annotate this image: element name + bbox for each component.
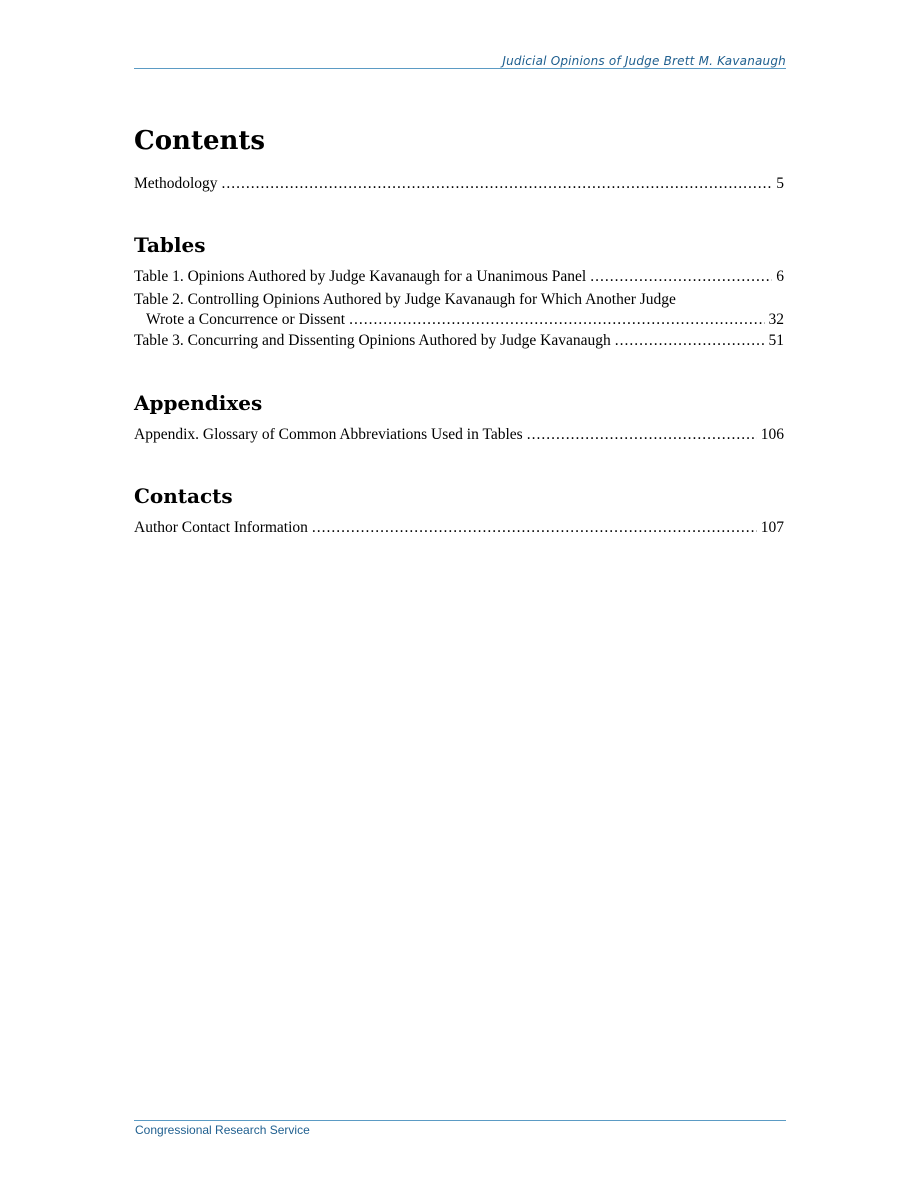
toc-page-number: 5 [776, 175, 784, 192]
toc-page-number: 6 [776, 268, 784, 285]
toc-entry-appendix[interactable] [134, 425, 784, 445]
appendixes-heading: Appendixes [134, 391, 263, 415]
toc-entry-label-line1: Table 2. Controlling Opinions Authored by Judge Kavanaugh for Which Another Judge [134, 291, 676, 308]
toc-entry-label: Author Contact Information [134, 519, 308, 536]
toc-entry-label: Table 1. Opinions Authored by Judge Kavanaugh for a Unanimous Panel [134, 268, 587, 285]
dot-leader [349, 310, 764, 330]
dot-leader [527, 425, 757, 445]
toc-entry-label: Methodology [134, 175, 218, 192]
toc-entry-author-contact[interactable] [134, 518, 784, 538]
contents-title: Contents [134, 126, 266, 156]
toc-entry-table-3[interactable] [134, 331, 784, 351]
toc-entry-label: Table 3. Concurring and Dissenting Opinions Authored by Judge Kavanaugh [134, 332, 611, 349]
toc-entry-table-1[interactable] [134, 267, 784, 287]
toc-page-number: 32 [768, 311, 784, 328]
toc-entry-label: Appendix. Glossary of Common Abbreviations Used in Tables [134, 426, 523, 443]
toc-page-number: 51 [768, 332, 784, 349]
footer-rule [134, 1120, 786, 1121]
running-header: Judicial Opinions of Judge Brett M. Kavanaugh [502, 54, 786, 68]
toc-entry-methodology[interactable] [134, 174, 784, 194]
footer-text: Congressional Research Service [135, 1123, 310, 1137]
contacts-heading: Contacts [134, 484, 233, 508]
toc-page-number: 107 [760, 519, 784, 536]
dot-leader [312, 518, 757, 538]
toc-entry-label-line2: Wrote a Concurrence or Dissent [146, 311, 346, 328]
dot-leader [590, 267, 772, 287]
toc-page-number: 106 [760, 426, 784, 443]
dot-leader [615, 331, 765, 351]
dot-leader [222, 174, 773, 194]
header-rule [134, 68, 786, 69]
toc-entry-table-2[interactable] [134, 290, 784, 330]
tables-heading: Tables [134, 233, 206, 257]
